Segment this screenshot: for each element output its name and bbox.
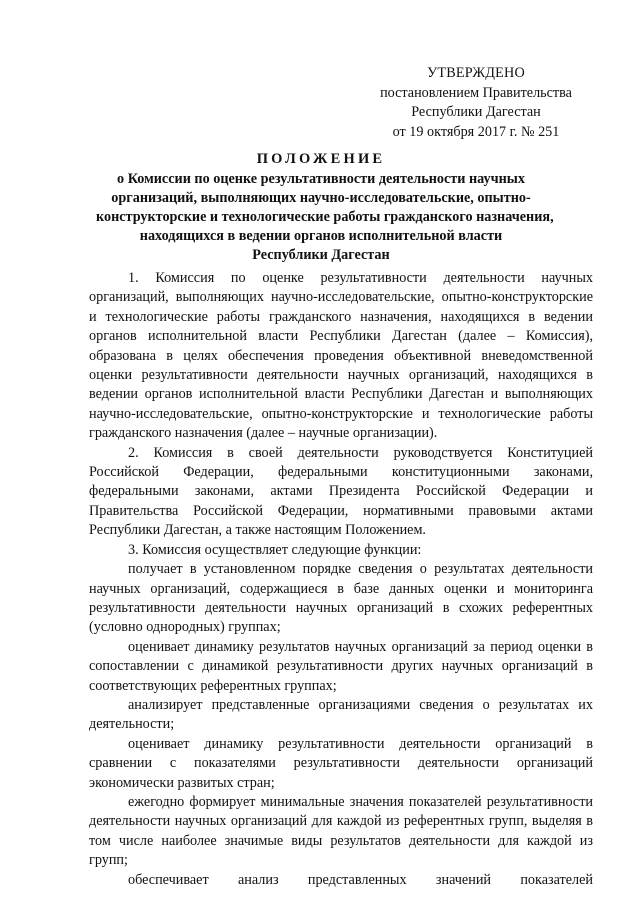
document-title: [96, 150, 554, 265]
function-item: ежегодно формирует минимальные значения показателей результативности деятельности научных организаций для каждой из референтных групп, выделяя в том числе наиболее значимые виды результатов деятельности для каждой из групп;: [89, 793, 593, 869]
function-item: оценивает динамику результативности деятельности организаций в сравнении с показателями результативности деятельности организаций экономически развитых стран;: [89, 735, 593, 791]
function-item: оценивает динамику результатов научных организаций за период оценки в сопоставлении с динамикой результативности других научных организаций в соответствующих референтных группах;: [89, 638, 593, 694]
title-line: Республики Дагестан: [252, 247, 390, 263]
title-line: конструкторские и технологические работы гражданского назначения,: [96, 209, 554, 225]
paragraph-1: 1. Комиссия по оценке результативности деятельности научных организаций, выполняющих научно-исследовательские, опытно-конструкторские и технологические работы гражданского назначения, находящихся в ведении органов исполнительной власти Республики Дагестан (далее – Комиссия), образована в целях обеспечения проведения объективной вневедомственной оценки результативности деятельности научных организаций, находящихся в ведении органов исполнительной власти Республики Дагестан и выполняющих научно-исследовательские, опытно-конструкторские и технологические работы гражданского назначения (далее – научные организации).: [89, 270, 593, 442]
title-line: организаций, выполняющих научно-исследовательские, опытно-: [111, 190, 531, 206]
approval-line-1: постановлением Правительства: [380, 84, 572, 101]
title-line: находящихся в ведении органов исполнительной власти: [139, 228, 503, 244]
paragraph-2: 2. Комиссия в своей деятельности руководствуется Конституцией Российской Федерации, федеральными конституционными законами, федеральными законами, актами Президента Российской Федерации и Правительства Российской Федерации, нормативными правовыми актами Республики Дагестан, а также настоящим Положением.: [89, 444, 593, 539]
function-item: анализирует представленные организациями сведения о результатах их деятельности;: [89, 696, 593, 733]
function-item: получает в установленном порядке сведения о результатах деятельности научных организаций, содержащиеся в базе данных оценки и мониторинга результативности деятельности научных организаций в схожих референтных (условно однородных) группах;: [89, 561, 593, 636]
approval-line-2: Республики Дагестан: [411, 104, 541, 120]
approval-line-3: от 19 октября 2017 г. № 251: [392, 123, 560, 140]
paragraph-3: 3. Комиссия осуществляет следующие функции:: [128, 541, 422, 558]
document-body: [89, 269, 593, 890]
approval-heading: УТВЕРЖДЕНО: [427, 65, 525, 81]
title-main: ПОЛОЖЕНИЕ: [256, 151, 386, 167]
title-line: о Комиссии по оценке результативности деятельности научных: [117, 171, 525, 187]
approval-stamp: [376, 64, 576, 142]
function-item: обеспечивает анализ представленных значений показателей: [128, 871, 593, 888]
